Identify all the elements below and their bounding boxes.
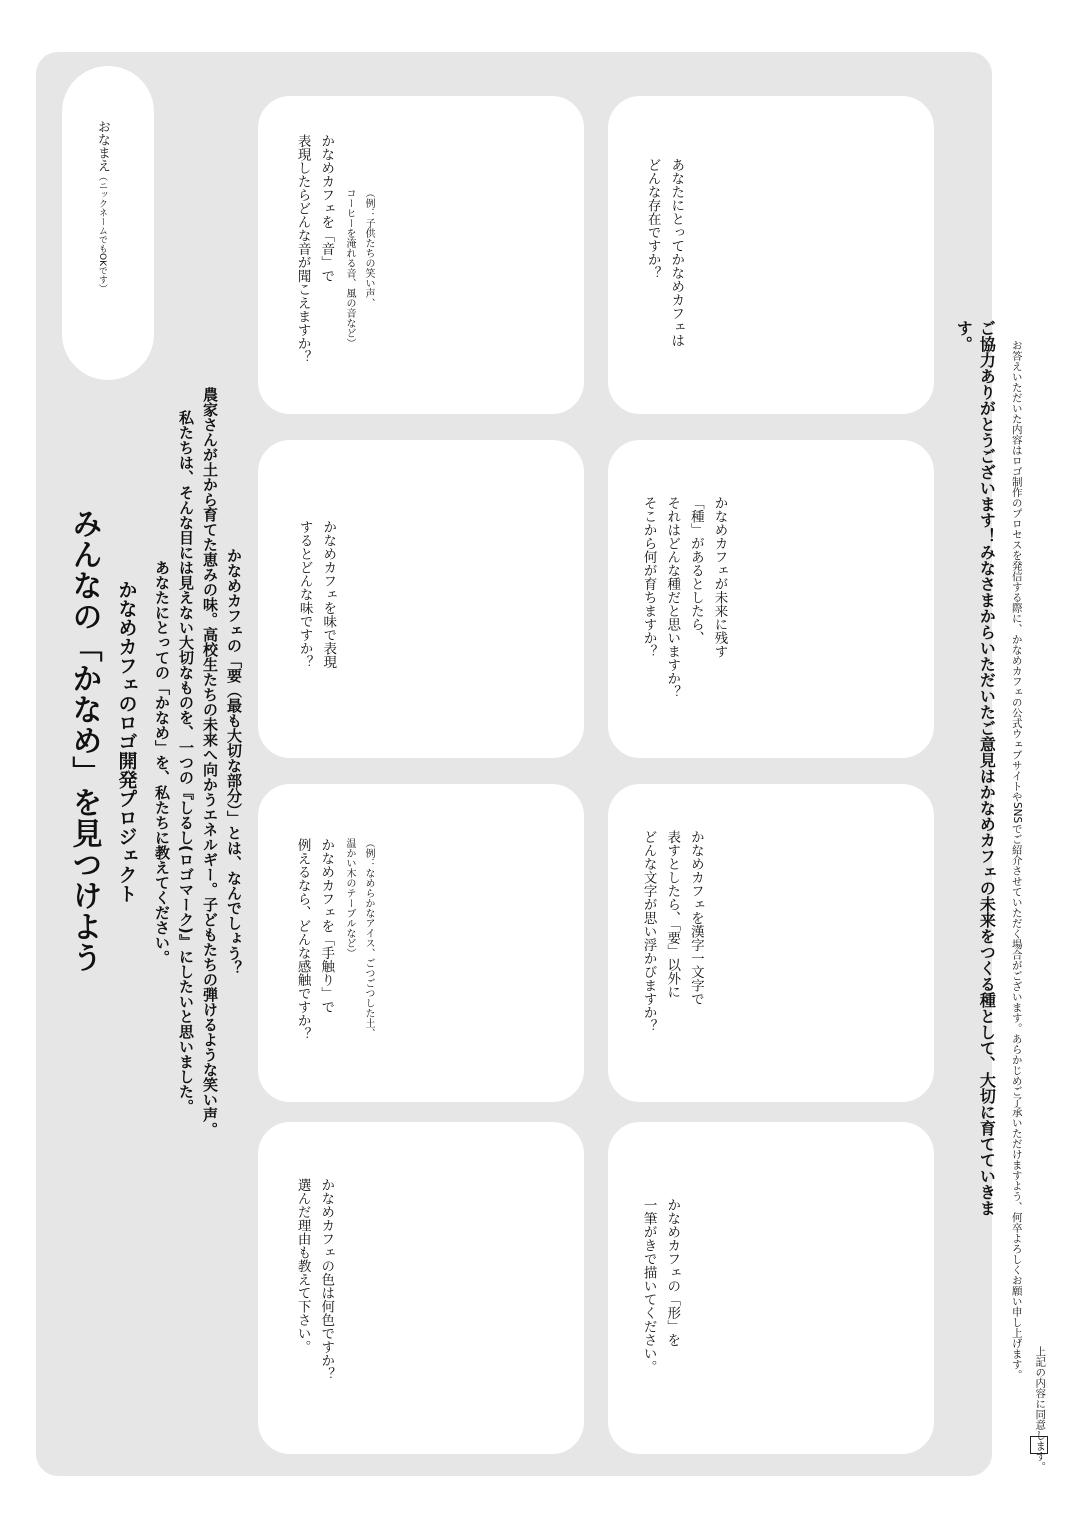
agree-label: 上記の内容に同意します。	[1034, 1346, 1047, 1472]
question-shape: かなめカフェの「形」を 一筆がきで描いてください。	[640, 1198, 681, 1374]
page-subtitle: かなめカフェのロゴ開発プロジェクト	[115, 580, 138, 903]
question-kanji: かなめカフェを漢字一文字で 表すとしたら、「要」以外に どんな文字が思い浮かびますか？	[640, 830, 704, 1033]
example-sound: （例：子供たちの笑い声、 コーヒーを淹れる音、風の音など）	[344, 188, 374, 348]
example-touch: （例：なめらかなアイス、ごつごつした土、 温かい木のテーブルなど）	[344, 838, 374, 1038]
question-taste: かなめカフェを味で表現 するとどんな味ですか？	[296, 520, 337, 669]
question-touch: かなめカフェを「手触り」で 例えるなら、どんな感触ですか？	[294, 838, 335, 1041]
name-note: （ニックネームでもOKです）	[96, 172, 107, 293]
name-label-text: おなまえ	[94, 120, 110, 172]
question-color: かなめカフェの色は何色ですか？ 選んだ理由も教えて下さい。	[294, 1178, 335, 1381]
intro-line-2: 農家さんが土から育てた恵みの味。高校生たちの未来へ向かうエネルギー。子どもたちの弾けるような笑い声。	[201, 387, 219, 1137]
intro-line-4: あなたにとっての「かなめ」を、私たちに教えてください。	[153, 559, 171, 965]
name-label	[92, 120, 111, 360]
intro-line-1: かなめカフェの「要（最も大切な部分）」とは、なんでしょう？	[225, 548, 243, 976]
question-presence: あなたにとってかなめカフェは どんな存在ですか？	[644, 158, 685, 347]
intro-text	[150, 372, 246, 1152]
thanks-message: ご協力ありがとうございます！みなさまからいただいたご意見はかなめカフェの未来をつくる種として、大切に育てていきます。	[954, 320, 997, 1216]
intro-line-3: 私たちは、そんな目には見えない大切なものを、一つの『しるし(ロゴマーク)』にしたいと思いました。	[177, 410, 195, 1114]
question-seed: かなめカフェが未来に残す 「種」があるとしたら、 それはどんな種だと思いますか？ そこから何が育ちますか？	[640, 496, 728, 699]
page-title: みんなの「かなめ」を見つけよう	[66, 508, 102, 973]
disclaimer-text: お答えいただいた内容はロゴ制作のプロセスを発信する際に、かなめカフェの公式ウェブサイトやSNSでご紹介させていただく場合がございます。あらかじめご了承いただけますよう、何卒よろしくお願い申し上げます。	[1010, 340, 1023, 1380]
question-sound: かなめカフェを「音」で 表現したらどんな音が聞こえますか？	[294, 134, 335, 364]
